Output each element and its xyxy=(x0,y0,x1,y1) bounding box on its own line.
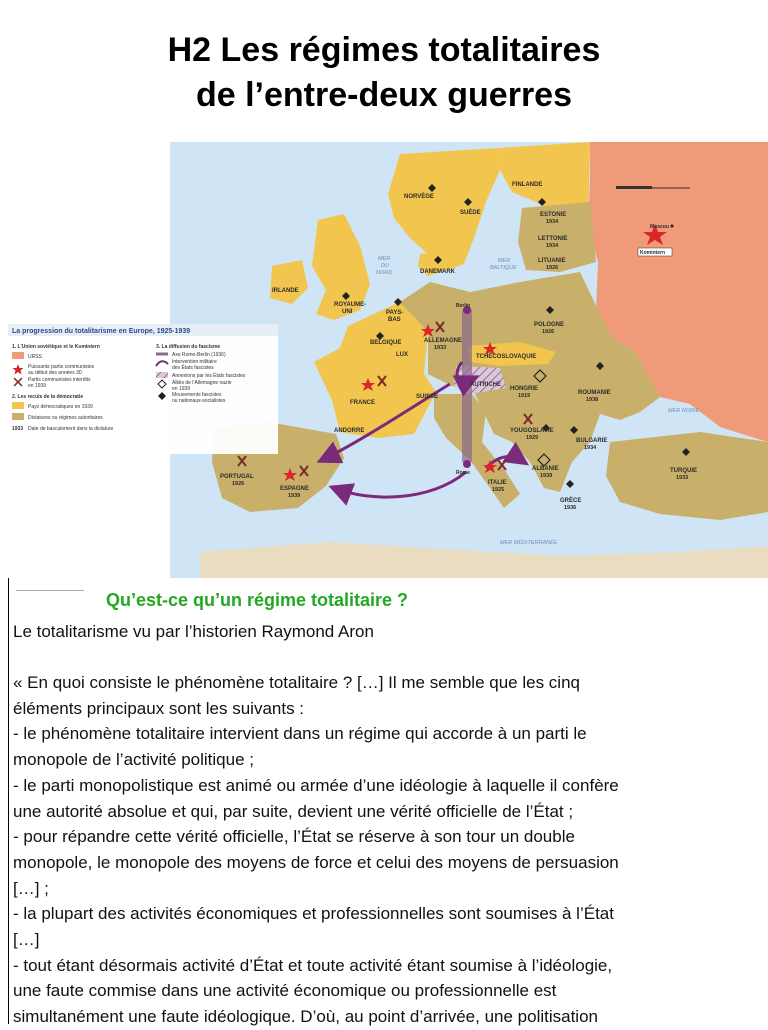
label-turquie: TURQUIE xyxy=(670,468,697,474)
quote-line: - tout étant désormais activité d’État et toute activité étant soumise à l’idéologie, xyxy=(13,955,613,975)
label-grece: GRÈCE xyxy=(560,498,582,504)
label-autriche: AUTRICHE xyxy=(470,382,501,388)
legend-allies-a: Alliés de l’Allemagne nazie xyxy=(172,380,232,386)
quote-line: - le phénomène totalitaire intervient dans un régime qui accorde à un parti le xyxy=(13,724,587,744)
label-irlande: IRLANDE xyxy=(272,288,299,294)
legend-banned-a: Partis communistes interdits xyxy=(28,377,91,383)
legend-s2-title: 2. Les reculs de la démocratie xyxy=(12,394,84,400)
label-rome: Rome xyxy=(456,470,470,476)
quote-line: monopole de l’activité politique ; xyxy=(13,750,254,770)
legend-date-num: 1933 xyxy=(12,426,24,432)
label-lituanie: LITUANIE xyxy=(538,258,566,264)
label-royaume-1: ROYAUME- xyxy=(334,302,367,308)
label-komintern: Komintern xyxy=(640,250,665,256)
quote-line: éléments principaux sont les suivants : xyxy=(13,698,305,718)
year-lettonie: 1934 xyxy=(546,243,559,249)
year-estonie: 1934 xyxy=(546,219,559,225)
europe-totalitarianism-map xyxy=(0,142,768,578)
source-subheading: Le totalitarisme vu par l’historien Raymond Aron xyxy=(13,622,374,641)
legend-intervention-a: Intervention militaire xyxy=(172,359,217,365)
label-tchecoslovaquie: TCHÉCOSLOVAQUIE xyxy=(476,354,537,360)
page-title xyxy=(0,28,768,118)
sea-nord-2: DU xyxy=(381,263,389,269)
year-albanie: 1939 xyxy=(540,473,553,479)
legend-axis: Axe Rome-Berlin (1936) xyxy=(172,352,226,358)
label-paysbas-2: BAS xyxy=(388,317,401,323)
legend-movements-b: ou nationaux-socialistes xyxy=(172,398,226,404)
title-line-2: de l’entre-deux guerres xyxy=(195,76,572,114)
quote-line: - pour répandre cette vérité officielle, l’État se réserve à son tour un double xyxy=(13,827,575,847)
sea-baltique-1: MER xyxy=(498,258,511,264)
quote-line: […] xyxy=(13,930,40,950)
legend-date-key: Date de basculement dans la dictature xyxy=(28,426,114,432)
label-france: FRANCE xyxy=(350,400,375,406)
quote-line: monopole, le monopole des moyens de force et celui des moyens de persuasion xyxy=(13,852,619,872)
question-heading: Qu’est-ce qu’un régime totalitaire ? xyxy=(106,590,409,610)
label-paysbas-1: PAYS- xyxy=(386,310,404,316)
year-pologne: 1926 xyxy=(542,329,555,335)
moscow-marker xyxy=(671,225,674,228)
year-turquie: 1933 xyxy=(676,475,689,481)
legend-dictatorships: Dictatures ou régimes autoritaires xyxy=(28,415,103,421)
legend-s1-title: 1. L’Union soviétique et le Komintern xyxy=(12,344,100,350)
label-belgique: BELGIQUE xyxy=(370,340,402,346)
sea-nord-3: NORD xyxy=(376,270,393,276)
legend-s3-title: 3. La diffusion du fascisme xyxy=(156,344,221,350)
label-bulgarie: BULGARIE xyxy=(576,438,608,444)
year-roumanie: 1938 xyxy=(586,397,599,403)
year-hongrie: 1919 xyxy=(518,393,531,399)
label-espagne: ESPAGNE xyxy=(280,486,309,492)
year-portugal: 1926 xyxy=(232,481,245,487)
sea-baltique-2: BALTIQUE xyxy=(490,265,517,271)
legend-urss: URSS xyxy=(28,354,42,360)
label-finlande: FINLANDE xyxy=(512,182,543,188)
quote-line: - le parti monopolistique est animé ou armée d’une idéologie à laquelle il confère xyxy=(13,775,619,795)
legend-banned-b: en 1939 xyxy=(28,383,47,389)
label-lettonie: LETTONIE xyxy=(538,236,568,242)
quote-line: une faute commise dans une activité économique ou professionnelle est xyxy=(13,981,557,1001)
label-andorre: ANDORRE xyxy=(334,428,365,434)
legend-parties-a: Puissants partis communistes xyxy=(28,364,95,370)
legend-parties-b: au début des années 30 xyxy=(28,370,82,376)
label-royaume-2: UNI xyxy=(342,309,353,315)
year-yougoslavie: 1929 xyxy=(526,435,539,441)
title-line-1: H2 Les régimes totalitaires xyxy=(167,31,601,69)
label-suisse: SUISSE xyxy=(416,394,439,400)
label-portugal: PORTUGAL xyxy=(220,474,254,480)
label-norvege: NORVÈGE xyxy=(404,194,434,200)
legend-intervention-b: des États fascistes xyxy=(172,365,214,371)
sea-mediterranee: MER MÉDITERRANÉE xyxy=(500,540,558,546)
label-yougoslavie: YOUGOSLAVIE xyxy=(510,428,554,434)
label-roumanie: ROUMANIE xyxy=(578,390,611,396)
label-pologne: POLOGNE xyxy=(534,322,565,328)
year-bulgarie: 1934 xyxy=(584,445,597,451)
label-italie: ITALIE xyxy=(488,480,507,486)
year-allemagne: 1933 xyxy=(434,345,447,351)
label-lux: LUX xyxy=(396,352,408,358)
aron-quote xyxy=(13,670,763,1030)
legend-annexions: Annexions par les États fascistes xyxy=(172,373,246,379)
label-berlin: Berlin xyxy=(456,303,471,309)
top-divider xyxy=(16,590,84,591)
map-legend xyxy=(8,324,278,454)
rome-marker xyxy=(463,460,471,468)
quote-line: simultanément une faute idéologique. D’où, au point d’arrivée, une politisation xyxy=(13,1007,598,1027)
left-border xyxy=(8,578,9,1024)
label-suede: SUÈDE xyxy=(460,210,481,216)
year-lituanie: 1926 xyxy=(546,265,559,271)
label-estonie: ESTONIE xyxy=(540,212,567,218)
legend-title: La progression du totalitarisme en Europe, 1925-1939 xyxy=(12,328,191,335)
legend-movements-a: Mouvements fascistes xyxy=(172,392,222,398)
label-hongrie: HONGRIE xyxy=(510,386,539,392)
label-moscou: Moscou xyxy=(650,224,669,230)
label-allemagne: ALLEMAGNE xyxy=(424,338,462,344)
label-albanie: ALBANIE xyxy=(532,466,559,472)
quote-line: « En quoi consiste le phénomène totalitaire ? […] Il me semble que les cinq xyxy=(13,673,580,692)
sea-noire: MER NOIRE xyxy=(668,408,700,414)
document-text-block xyxy=(0,578,768,1027)
label-danemark: DANEMARK xyxy=(420,269,455,275)
quote-line: […] ; xyxy=(13,878,49,898)
year-grece: 1936 xyxy=(564,505,577,511)
year-espagne: 1939 xyxy=(288,493,301,499)
year-italie: 1925 xyxy=(492,487,505,493)
legend-democratic: Pays démocratiques en 1939 xyxy=(28,404,93,410)
legend-allies-b: en 1939 xyxy=(172,386,191,392)
quote-line: - la plupart des activités économiques et professionnelles sont soumises à l’État xyxy=(13,904,614,924)
quote-line: une autorité absolue et qui, par suite, devient une vérité officielle de l’État ; xyxy=(13,801,574,821)
sea-nord-1: MER xyxy=(378,256,391,262)
